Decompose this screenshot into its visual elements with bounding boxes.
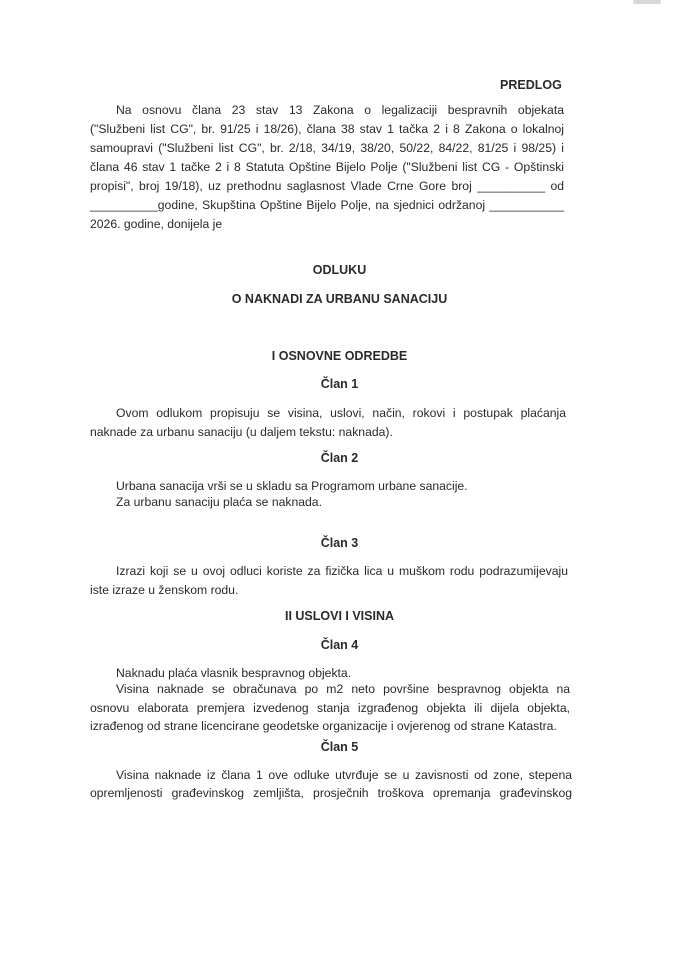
preamble-line: propisi", broj 19/18), uz prethodnu saglasnost Vlade Crne Gore broj __________ od (90, 179, 564, 193)
article-heading: Član 2 (320, 451, 359, 465)
preamble-line: 2026. godine, donijela je (90, 217, 223, 231)
decision-title: ODLUKU (312, 263, 367, 277)
article-text: Visina naknade se obračunava po m2 neto površine bespravnog objekta na (116, 682, 570, 696)
preamble-line: ("Službeni list CG", br. 91/25 i 18/26), člana 38 stav 1 tačka 2 i 8 Zakona o lokalnoj (90, 122, 564, 136)
scan-artifact (633, 0, 661, 4)
preamble-line: __________godine, Skupština Opštine Bijelo Polje, na sjednici održanoj ___________ (90, 198, 564, 212)
section-heading: II USLOVI I VISINA (284, 609, 395, 623)
article-text: Izrazi koji se u ovoj odluci koriste za fizička lica u muškom rodu podrazumijevaju (116, 564, 568, 578)
article-text: iste izraze u ženskom rodu. (90, 583, 239, 597)
predlog-label: PREDLOG (500, 78, 562, 92)
article-text: Visina naknade iz člana 1 ove odluke utvrđuje se u zavisnosti od zone, stepena (116, 768, 572, 782)
article-heading: Član 1 (320, 377, 359, 391)
article-text: Ovom odlukom propisuju se visina, uslovi, način, rokovi i postupak plaćanja (116, 406, 566, 420)
preamble-line: člana 46 stav 1 tačke 2 i 8 Statuta Opštine Bijelo Polje ("Službeni list CG - Opštinski (90, 160, 564, 174)
article-text: Naknadu plaća vlasnik bespravnog objekta. (116, 666, 352, 680)
article-text: naknade za urbanu sanaciju (u daljem tekstu: naknada). (90, 425, 393, 439)
article-text: opremljenosti građevinskog zemljišta, prosječnih troškova opremanja građevinskog (90, 786, 572, 800)
article-text: Za urbanu sanaciju plaća se naknada. (116, 495, 322, 509)
decision-subtitle: O NAKNADI ZA URBANU SANACIJU (231, 292, 448, 306)
preamble-line: Na osnovu člana 23 stav 13 Zakona o legalizaciji bespravnih objekata (116, 103, 564, 117)
section-heading: I OSNOVNE ODREDBE (271, 349, 408, 363)
article-heading: Član 4 (320, 638, 359, 652)
preamble-line: samoupravi ("Službeni list CG", br. 2/18, 34/19, 38/20, 50/22, 84/22, 81/25 i 98/25) i (90, 141, 564, 155)
article-text: osnovu elaborata premjera izvedenog stanja izgrađenog objekta ili dijela objekta, (90, 701, 570, 715)
article-heading: Član 3 (320, 536, 359, 550)
article-text: izrađenog od strane licencirane geodetske organizacije i ovjerenog od strane Katastra. (90, 719, 557, 733)
article-heading: Član 5 (320, 740, 359, 754)
article-text: Urbana sanacija vrši se u skladu sa Programom urbane sanacije. (116, 479, 468, 493)
